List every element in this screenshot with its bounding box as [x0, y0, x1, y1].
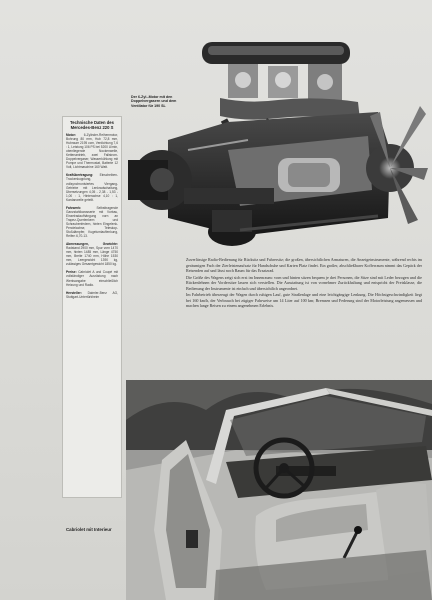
spec-text: Selbsttragende Ganzstahlkarosserie mit Vorbau, Einzelradaufhängung vorn an Trapez-Querlenkern und Schraubenfedern, hinten Eingelenk-Pendelachse, Teleskop-Stoßdämpfer, Kugelumlauflenkung, Reifen 6,70-13. [66, 205, 118, 239]
spec-head: Kraftübertragung: [66, 173, 94, 178]
spec-text: 6-Zylinder-Reihenmotor, Bohrung 80 mm, Hub 72,8 mm, Hubraum 2195 ccm, Verdichtung 7,6 : 1, Leistung 106 PS bei 5200 U/min, obenliegende Nockenwelle, Kettenantrieb, zwei Fallstrom-Doppelvergaser, Wasserkühlung mit Pumpe und Thermostat, Batterie 12 Volt, Lichtmaschine 160 Watt. [66, 133, 118, 170]
article-paragraph: Die Größe des Wagens zeigt sich erst im Innenraum: vorn und hinten sitzen bequem je drei Personen, die Sitze sind mit Leder bezogen und die Rückenlehnen der Vordersitze lassen sich verstellen. Die Ausstattung ist von vornehmer Zurückhaltung und entspricht der Preisklasse, die Bedienung der Instrumente ist einfach und übersichtlich angeordnet. [186, 274, 422, 291]
spec-text: Cabriolet A und Coupé mit vollständiger Ausrüstung nach Werksangabe einschließlich Heizung und Radio. [66, 270, 118, 287]
photo-caption: Cabriolet mit Interieur [66, 527, 112, 532]
technical-data-box [62, 116, 122, 498]
spec-text: Daimler-Benz AG, Stuttgart-Untertürkheim [66, 290, 118, 299]
spec-text: Einscheiben-Trockenkupplung, vollsynchronisiertes Viergang-Getriebe mit Lenkradschaltung, Übersetzungen 4,05 - 2,38 - 1,53 - 1,00 : 1, Hinterachse 4,10 : 1, Kardanwelle geteilt. [66, 173, 118, 202]
spec-text: Radstand 2900 mm, Spur vorn 1470 mm, hinten 1485 mm, Länge 4750 mm, Breite 1740 mm, Höhe 1530 mm, Leergewicht 1390 kg, zulässiges Gesamtgewicht 1850 kg. [66, 246, 118, 267]
spec-section-dimensions [66, 242, 118, 266]
article-paragraph: Im Fahrbetrieb überzeugt der Wagen durch ruhigen Lauf, gute Straßenlage und eine leichtgängige Lenkung. Die Höchstgeschwindigkeit liegt bei 160 km/h, der Verbrauch bei zügiger Fahrweise um 14 Liter auf 100 km; Bremsen und Federung sind der Motorleistung angemessen und machen lange Reisen zu einem angenehmen Erlebnis. [186, 292, 422, 309]
spec-section-engine [66, 133, 118, 169]
spec-head: Preise: [66, 270, 77, 275]
spec-head: Abmessungen, Gewichte: [66, 242, 118, 247]
sidebar-title: Technische Daten des Mercedes-Benz 220 S [70, 120, 114, 130]
spec-section-drivetrain [66, 173, 118, 201]
article-paragraph: Zuverlässige Radio-Bedienung für Rücksitz und Fahrersitz; die großen, übersichtlichen Armaturen, die Anzeigeinstrumente, während rechts im geräumigen Fach der Zierleistenaufsatz für Handschuhe und Karten Platz findet. Ein großer, abschließbarer Kofferraum nimmt das Gepäck der Reisenden auf und lässt noch Raum für das Ersatzrad. [186, 257, 422, 274]
interior-photo [126, 380, 432, 600]
spec-head: Fahrwerk: [66, 205, 82, 210]
spec-head: Hersteller: [66, 290, 82, 295]
spec-head: Motor: [66, 133, 76, 137]
article-body [186, 257, 422, 377]
engine-caption: Der 6-Zyl.-Motor mit den Doppelvergasern und dem Ventilator für 190 SL [131, 95, 177, 108]
spec-section-chassis [66, 206, 118, 238]
spec-section-manufacturer [66, 291, 118, 299]
spec-section-prices [66, 270, 118, 286]
engine-photo [128, 40, 428, 254]
